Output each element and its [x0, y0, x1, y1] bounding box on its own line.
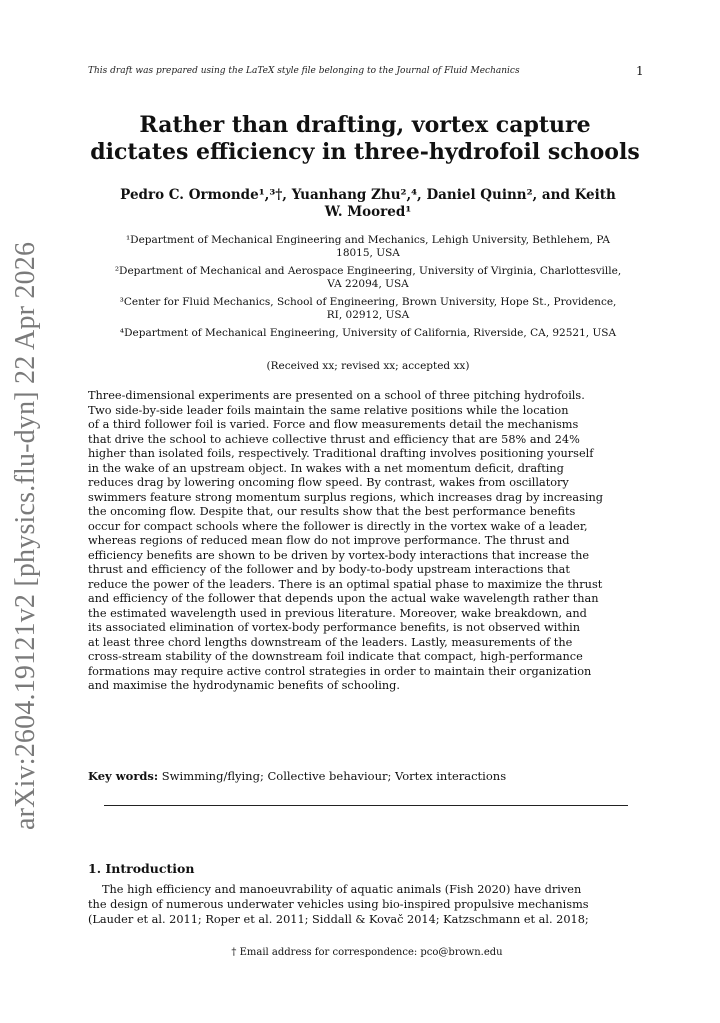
- affiliation-2-line-1: ²Department of Mechanical and Aerospace Engineering, University of Virginia, Charlottesville,: [114, 265, 622, 277]
- abstract-line: cross-stream stability of the downstream foil indicate that compact, high-performance: [88, 650, 583, 663]
- abstract-line: formations may require active control strategies in order to maintain their organization: [88, 664, 592, 678]
- abstract-line: whereas regions of reduced mean flow do not improve performance. The thrust and: [88, 534, 570, 547]
- abstract-line: swimmers feature strong momentum surplus regions, which increases drag by increasing: [88, 490, 603, 504]
- page-number: 1: [636, 64, 644, 78]
- abstract-line: the estimated wavelength used in previous literature. Moreover, wake breakdown, and: [88, 606, 587, 620]
- author-list: [88, 187, 648, 221]
- intro-line: the design of numerous underwater vehicles using bio-inspired propulsive mechanisms: [88, 898, 589, 911]
- abstract-line: Three-dimensional experiments are presented on a school of three pitching hydrofoils.: [88, 389, 585, 402]
- keywords-label: Key words:: [88, 769, 159, 783]
- affiliation-4-line-1: ⁴Department of Mechanical Engineering, University of California, Riverside, CA, 92521, USA: [119, 327, 617, 339]
- divider-rule: [104, 805, 628, 806]
- abstract-line: its associated elimination of vortex-body performance benefits, is not observed within: [88, 621, 581, 634]
- abstract-line: and maximise the hydrodynamic benefits of schooling.: [88, 679, 400, 692]
- paper-title: [80, 112, 650, 166]
- abstract-line: that drive the school to achieve collective thrust and efficiency that are 58% and 24%: [88, 432, 580, 446]
- abstract-line: at least three chord lengths downstream of the leaders. Lastly, measurements of the: [88, 635, 573, 649]
- intro-line: The high efficiency and manoeuvrability of aquatic animals (Fish 2020) have driven: [102, 883, 582, 896]
- abstract-line: thrust and efficiency of the follower and by body-to-body upstream interactions that: [88, 563, 570, 576]
- section-heading-introduction: 1. Introduction: [88, 861, 195, 876]
- title-line-1: Rather than drafting, vortex capture: [139, 112, 591, 138]
- affiliation-4: [88, 327, 648, 340]
- affiliation-1: [88, 234, 648, 260]
- correspondence-footnote: † Email address for correspondence: pco@brown.edu: [231, 947, 503, 958]
- abstract-line: in the wake of an upstream object. In wakes with a net momentum deficit, drafting: [88, 461, 564, 475]
- affiliation-1-line-2: 18015, USA: [336, 247, 400, 259]
- running-head-text: This draft was prepared using the LaTeX style file belonging to the Journal of Fluid Mechanics: [88, 66, 520, 76]
- abstract-line: efficiency benefits are shown to be driven by vortex-body interactions that increase the: [88, 548, 590, 562]
- abstract-line: higher than isolated foils, respectively. Traditional drafting involves positioning yourself: [88, 447, 594, 460]
- intro-paragraph: [88, 882, 646, 927]
- abstract-line: reduces drag by lowering oncoming flow speed. By contrast, wakes from oscillatory: [88, 476, 569, 489]
- affiliation-1-line-1: ¹Department of Mechanical Engineering and Mechanics, Lehigh University, Bethlehem, PA: [125, 234, 611, 246]
- abstract-line: reduce the power of the leaders. There is an optimal spatial phase to maximize the thrust: [88, 577, 603, 591]
- abstract-line: of a third follower foil is varied. Force and flow measurements detail the mechanisms: [88, 418, 579, 431]
- keywords-text: Swimming/flying; Collective behaviour; Vortex interactions: [161, 769, 507, 783]
- intro-line: (Lauder et al. 2011; Roper et al. 2011; Siddall & Kovač 2014; Katzschmann et al. 2018;: [88, 913, 589, 926]
- abstract-line: the oncoming flow. Despite that, our results show that the best performance benefits: [88, 505, 576, 518]
- abstract-line: and efficiency of the follower that depends upon the actual wake wavelength rather than: [88, 592, 599, 605]
- affiliation-2-line-2: VA 22094, USA: [327, 278, 409, 290]
- authors-line-2: W. Moored¹: [324, 204, 412, 220]
- abstract: [88, 389, 646, 694]
- keywords: [88, 769, 646, 783]
- affiliation-3: [88, 296, 648, 322]
- authors-line-1: Pedro C. Ormonde¹,³†, Yuanhang Zhu²,⁴, Daniel Quinn², and Keith: [120, 187, 616, 203]
- affiliation-2: [88, 265, 648, 291]
- affiliation-3-line-1: ³Center for Fluid Mechanics, School of Engineering, Brown University, Hope St., Providence,: [119, 296, 617, 308]
- affiliation-3-line-2: RI, 02912, USA: [326, 309, 410, 321]
- title-line-2: dictates efficiency in three-hydrofoil schools: [90, 139, 640, 165]
- affiliations: [88, 234, 648, 345]
- received-dates: (Received xx; revised xx; accepted xx): [266, 360, 470, 372]
- abstract-line: Two side-by-side leader foils maintain the same relative positions while the location: [88, 403, 569, 417]
- arxiv-margin-id[interactable]: arXiv:2604.19121v2 [physics.flu-dyn] 22 Apr 2026: [10, 241, 41, 830]
- running-head: [88, 66, 648, 76]
- abstract-line: occur for compact schools where the follower is directly in the vortex wake of a leader,: [88, 519, 588, 533]
